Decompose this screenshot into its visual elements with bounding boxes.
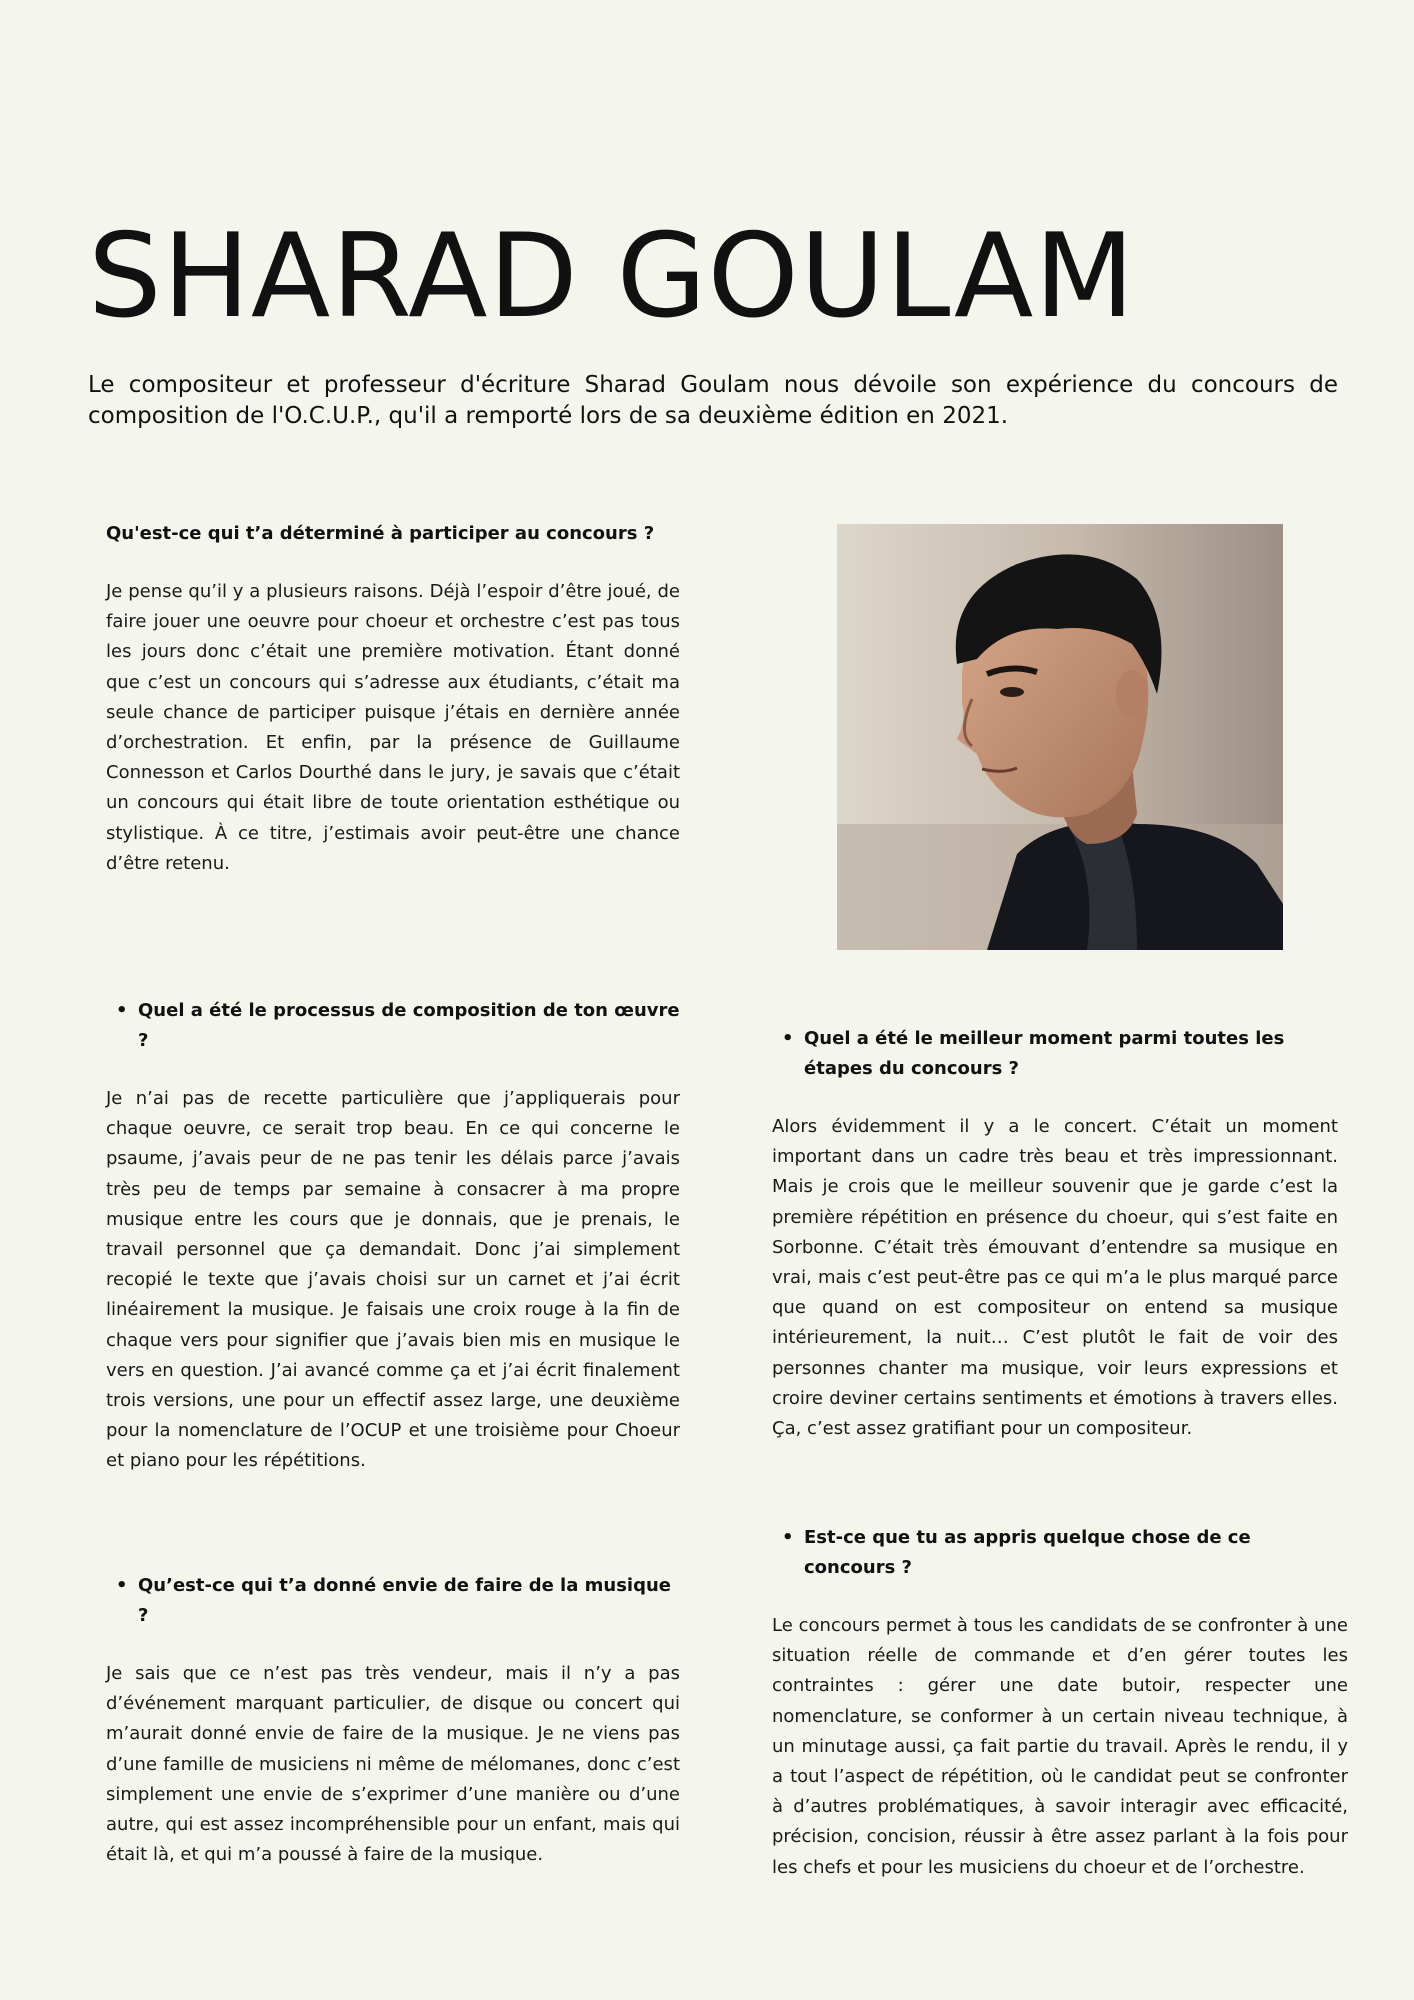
answer-paragraph: Je pense qu’il y a plusieurs raisons. Déjà l’espoir d’être joué, de faire jouer une oeuvre pour choeur et orchestre c’est pas tous les jours donc c’était une première motivation. Étant donné que c’est un concours qui s’adresse aux étudiants, c’était ma seule chance de participer puisque j’étais en dernière année d’orchestration. Et enfin, par la présence de Guillaume Connesson et Carlos Dourthé dans le jury, je savais que c’était un concours qui était libre de toute orientation esthétique ou stylistique. À ce titre, j’estimais avoir peut-être une chance d’être retenu. [106,581,680,874]
question-heading: • Qu’est-ce qui t’a donné envie de faire de la musique ? [106,1571,680,1631]
answer-paragraph: Je n’ai pas de recette particulière que j’appliquerais pour chaque oeuvre, ce serait trop beau. En ce qui concerne le psaume, j’avais peur de ne pas tenir les délais parce j’avais très peu de temps par semaine à consacrer à ma propre musique entre les cours que je donnais, que je prenais, le travail personnel que ça demandait. Donc j’ai simplement recopié le texte que j’avais choisi sur un carnet et j’ai écrit linéairement la musique. Je faisais une croix rouge à la fin de chaque vers pour signifier que j’avais bien mis en musique le vers en question. J’ai avancé comme ça et j’ai écrit finalement trois versions, une pour un effectif assez large, une deuxième pour la nomenclature de l’OCUP et une troisième pour Choeur et piano pour les répétitions. [106,1088,680,1472]
interview-section-motivation [106,519,680,879]
interview-section-origin [106,1571,680,1870]
answer-paragraph: Je sais que ce n’est pas très vendeur, mais il n’y a pas d’événement marquant particulier, de disque ou concert qui m’aurait donné envie de faire de la musique. Je ne viens pas d’une famille de musiciens ni même de mélomanes, donc c’est simplement une envie de s’exprimer d’une manière ou d’une autre, qui est assez incompréhensible pour un enfant, mais qui était là, et qui m’a poussé à faire de la musique. [106,1663,680,1866]
question-heading: • Quel a été le processus de composition de ton œuvre ? [106,996,680,1056]
answer-paragraph: Alors évidemment il y a le concert. C’était un moment important dans un cadre très beau et très impressionnant. Mais je crois que le meilleur souvenir que je garde c’est la première répétition en présence du choeur, qui s’est faite en Sorbonne. C’était très émouvant d’entendre sa musique en vrai, mais c’est peut-être pas ce qui m’a le plus marqué parce que quand on est compositeur on entend sa musique intérieurement, la nuit… C’est plutôt le fait de voir des personnes chanter ma musique, voir leurs expressions et croire deviner certains sentiments et émotions à travers elles. Ça, c’est assez gratifiant pour un compositeur. [772,1116,1338,1440]
answer-paragraph: Le concours permet à tous les candidats de se confronter à une situation réelle de commande et d’en gérer toutes les contraintes : gérer une date butoir, respecter une nomenclature, se conformer à un certain niveau technique, à un minutage aussi, ça fait partie du travail. Après le rendu, il y a tout l’aspect de répétition, où le candidat peut se confronter à d’autres problématiques, à savoir interagir avec efficacité, précision, concision, réussir à être assez parlant à la fois pour les chefs et pour les musiciens du choeur et de l’orchestre. [772,1615,1348,1878]
interview-section-process [106,996,680,1477]
page-title: SHARAD GOULAM [88,209,1136,344]
interview-section-learning [772,1523,1348,1883]
question-heading: Qu'est-ce qui t’a déterminé à participer au concours ? [106,523,655,544]
question-heading: • Quel a été le meilleur moment parmi toutes les étapes du concours ? [772,1024,1338,1084]
interview-section-best-moment [772,1024,1338,1444]
portrait-photo [837,524,1283,950]
intro-paragraph: Le compositeur et professeur d'écriture Sharad Goulam nous dévoile son expérience du concours de composition de l'O.C.U.P., qu'il a remporté lors de sa deuxième édition en 2021. [88,372,1338,429]
question-heading: • Est-ce que tu as appris quelque chose de ce concours ? [772,1523,1348,1583]
portrait-illustration [837,524,1283,950]
